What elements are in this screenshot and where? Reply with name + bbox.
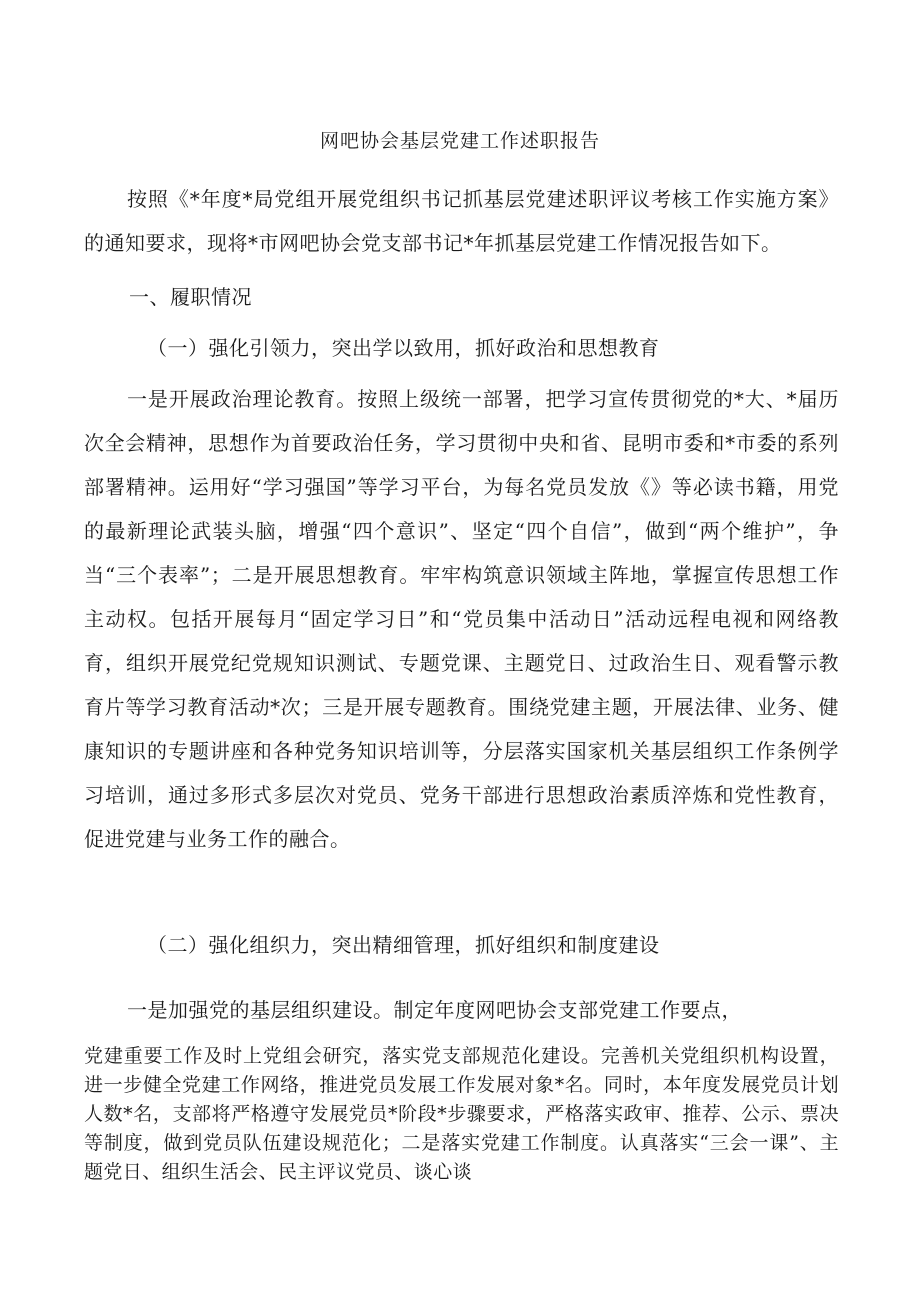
subsection-heading-organization: （二）强化组织力，突出精细管理，抓好组织和制度建设 — [147, 933, 660, 957]
section-heading-performance: 一、履职情况 — [129, 285, 252, 309]
intro-paragraph: 按照《*年度*局党组开展党组织书记抓基层党建述职评议考核工作实施方案》的通知要求，现将*市网吧协会党支部书记*年抓基层党建工作情况报告如下。 — [84, 187, 839, 255]
paragraph-organization-first-line: 一是加强党的基层组织建设。制定年度网吧协会支部党建工作要点， — [127, 998, 742, 1022]
document-title: 网吧协会基层党建工作述职报告 — [319, 130, 600, 152]
paragraph-organization-continued: 党建重要工作及时上党组会研究，落实党支部规范化建设。完善机关党组织机构设置，进一步健全党建工作网络，推进党员发展工作发展对象*名。同时，本年度发展党员计划人数*名，支部将严格遵守发展党员*阶段*步骤要求，严格落实政审、推荐、公示、票决等制度，做到党员队伍建设规范化；二是落实党建工作制度。认真落实“三会一课”、主题党日、组织生活会、民主评议党员、谈心谈 — [84, 1045, 839, 1183]
subsection-heading-leadership: （一）强化引领力，突出学以致用，抓好政治和思想教育 — [147, 336, 660, 360]
paragraph-political-education: 一是开展政治理论教育。按照上级统一部署，把学习宣传贯彻党的*大、*届历次全会精神，思想作为首要政治任务，学习贯彻中央和省、昆明市委和*市委的系列部署精神。运用好“学习强国”等学习平台，为每名党员发放《》等必读书籍，用党的最新理论武装头脑，增强“四个意识”、坚定“四个自信”，做到“两个维护”，争当“三个表率”；二是开展思想教育。牢牢构筑意识领域主阵地，掌握宣传思想工作主动权。包括开展每月“固定学习日”和“党员集中活动日”活动远程电视和网络教育，组织开展党纪党规知识测试、专题党课、主题党日、过政治生日、观看警示教育片等学习教育活动*次；三是开展专题教育。围绕党建主题，开展法律、业务、健康知识的专题讲座和各种党务知识培训等，分层落实国家机关基层组织工作条例学习培训，通过多形式多层次对党员、党务干部进行思想政治素质淬炼和党性教育，促进党建与业务工作的融合。 — [84, 387, 839, 851]
